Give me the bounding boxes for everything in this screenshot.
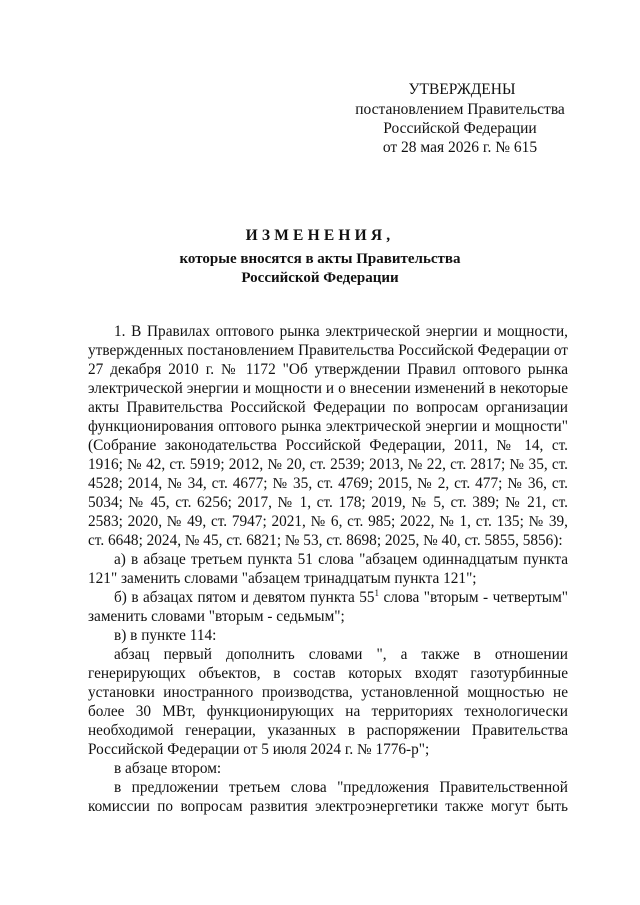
document-body <box>88 322 568 816</box>
paragraph-6: в абзаце втором: <box>114 760 222 777</box>
paragraph-4: в) в пункте 114: <box>114 627 217 644</box>
paragraph-3 <box>88 588 568 626</box>
subtitle-line-1: которые вносятся в акты Правительства <box>179 251 461 267</box>
paragraph-2: а) в абзаце третьем пункта 51 слова "абзацем одиннадцатым пункта 121" заменить словами "абзацем тринадцатым пункта 121"; <box>88 551 568 587</box>
approval-head: УТВЕРЖДЕНЫ <box>408 81 516 98</box>
subtitle-line-2: Российской Федерации <box>241 269 399 286</box>
approval-line-1: постановлением Правительства <box>355 101 565 118</box>
document-subtitle <box>60 250 580 287</box>
paragraph-7: в предложении третьем слова "предложения Правительственной комиссии по вопросам развития электроэнергетики также могут быть <box>88 779 568 815</box>
approval-date: от 28 мая 2026 г. № 615 <box>382 139 538 156</box>
paragraph-3-text-b: слова "вторым - четвертым" заменить словами "вторым - седьмым"; <box>88 589 569 625</box>
approval-stamp <box>340 80 580 157</box>
approval-line-2: Российской Федерации <box>383 120 537 137</box>
paragraph-5: абзац первый дополнить словами ", а также в отношении генерирующих объектов, в состав которых входят газотурбинные установки иностранного производства, установленной мощностью не более 30 МВт, функционирующих на территориях технологически необходимой генерации, указанных в распоряжении Правительства Российской Федерации от 5 июля 2024 г. № 1776-р"; <box>88 646 568 758</box>
superscript-index: 1 <box>374 587 380 598</box>
paragraph-3-text-a: б) в абзацах пятом и девятом пункта 55 <box>114 589 375 606</box>
paragraph-1: 1. В Правилах оптового рынка электрической энергии и мощности, утвержденных постановлением Правительства Российской Федерации от 27 декабря 2010 г. № 1172 "Об утверждении Правил оптового рынка электрической энергии и мощности и о внесении изменений в некоторые акты Правительства Российской Федерации по вопросам организации функционирования оптового рынка электрической энергии и мощности" (Собрание законодательства Российской Федерации, 2011, № 14, ст. 1916; № 42, ст. 5919; 2012, № 20, ст. 2539; 2013, № 22, ст. 2817; № 35, ст. 4528; 2014, № 34, ст. 4677; № 35, ст. 4769; 2015, № 2, ст. 477; № 36, ст. 5034; № 45, ст. 6256; 2017, № 1, ст. 178; 2019, № 5, ст. 389; № 21, ст. 2583; 2020, № 49, ст. 7947; 2021, № 6, ст. 985; 2022, № 1, ст. 135; № 39, ст. 6648; 2024, № 45, ст. 6821; № 53, ст. 8698; 2025, № 40, ст. 5855, 5856): <box>88 323 568 549</box>
document-title: ИЗМЕНЕНИЯ, <box>245 227 395 244</box>
